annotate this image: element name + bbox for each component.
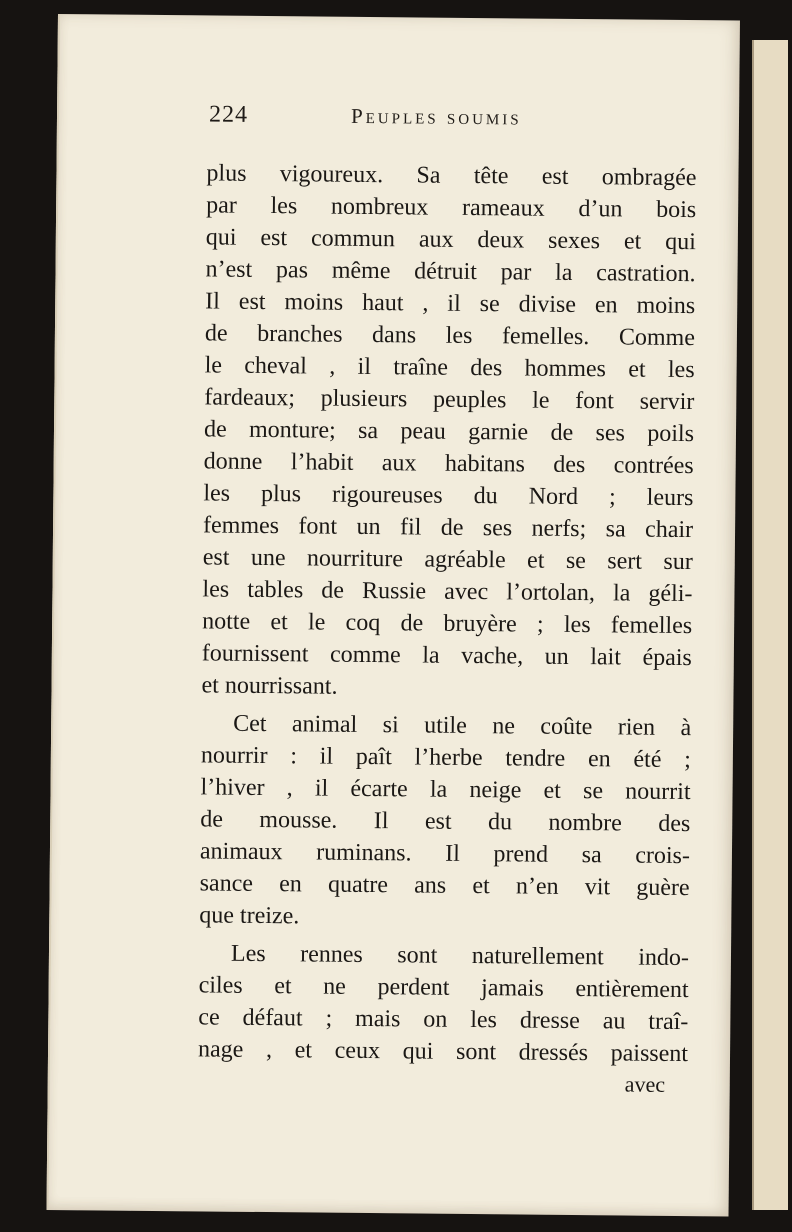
text-line: fardeaux; plusieurs peuples le font servir xyxy=(204,384,695,416)
text-line: l’hiver , il écarte la neige et se nourrit xyxy=(200,774,691,806)
text-line: par les nombreux rameaux d’un bois xyxy=(206,192,697,224)
book-page xyxy=(47,14,740,1216)
text-line: plus vigoureux. Sa tête est ombragée xyxy=(206,160,697,192)
text-line: fournissent comme la vache, un lait épais xyxy=(201,640,692,672)
text-line: ciles et ne perdent jamais entièrement xyxy=(198,972,689,1004)
text-line: Cet animal si utile ne coûte rien à xyxy=(233,710,692,742)
text-line: les tables de Russie avec l’ortolan, la géli- xyxy=(202,576,693,608)
text-line: de mousse. Il est du nombre des xyxy=(200,806,691,838)
text-line: animaux ruminans. Il prend sa crois- xyxy=(199,838,691,870)
text-line: n’est pas même détruit par la castration. xyxy=(205,256,696,288)
running-head xyxy=(209,101,569,134)
text-line: de branches dans les femelles. Comme xyxy=(204,320,696,352)
text-line: le cheval , il traîne des hommes et les xyxy=(204,352,695,384)
text-line: Les rennes sont naturellement indo- xyxy=(230,940,690,972)
text-line: de monture; sa peau garnie de ses poils xyxy=(203,416,695,448)
text-line: femmes font un fil de ses nerfs; sa chair xyxy=(202,512,694,544)
text-line: nourrir : il paît l’herbe tendre en été ; xyxy=(200,742,691,774)
text-line: que treize. xyxy=(199,902,300,930)
facing-page-edge xyxy=(752,40,788,1210)
page-number: 224 xyxy=(208,101,249,128)
text-line: et nourrissant. xyxy=(201,672,338,700)
catchword: avec xyxy=(624,1071,666,1097)
text-line: ce défaut ; mais on les dresse au traî- xyxy=(198,1004,689,1036)
text-line: sance en quatre ans et n’en vit guère xyxy=(199,870,690,902)
text-line: notte et le coq de bruyère ; les femelles xyxy=(202,608,693,640)
running-title: Peuples soumis xyxy=(350,103,522,130)
text-line: qui est commun aux deux sexes et qui xyxy=(205,224,696,256)
text-line: nage , et ceux qui sont dressés paissent xyxy=(197,1036,689,1068)
text-line: donne l’habit aux habitans des contrées xyxy=(203,448,694,480)
text-line: les plus rigoureuses du Nord ; leurs xyxy=(203,480,694,512)
text-line: est une nourriture agréable et se sert sur xyxy=(202,544,693,576)
text-line: Il est moins haut , il se divise en moins xyxy=(205,288,696,320)
